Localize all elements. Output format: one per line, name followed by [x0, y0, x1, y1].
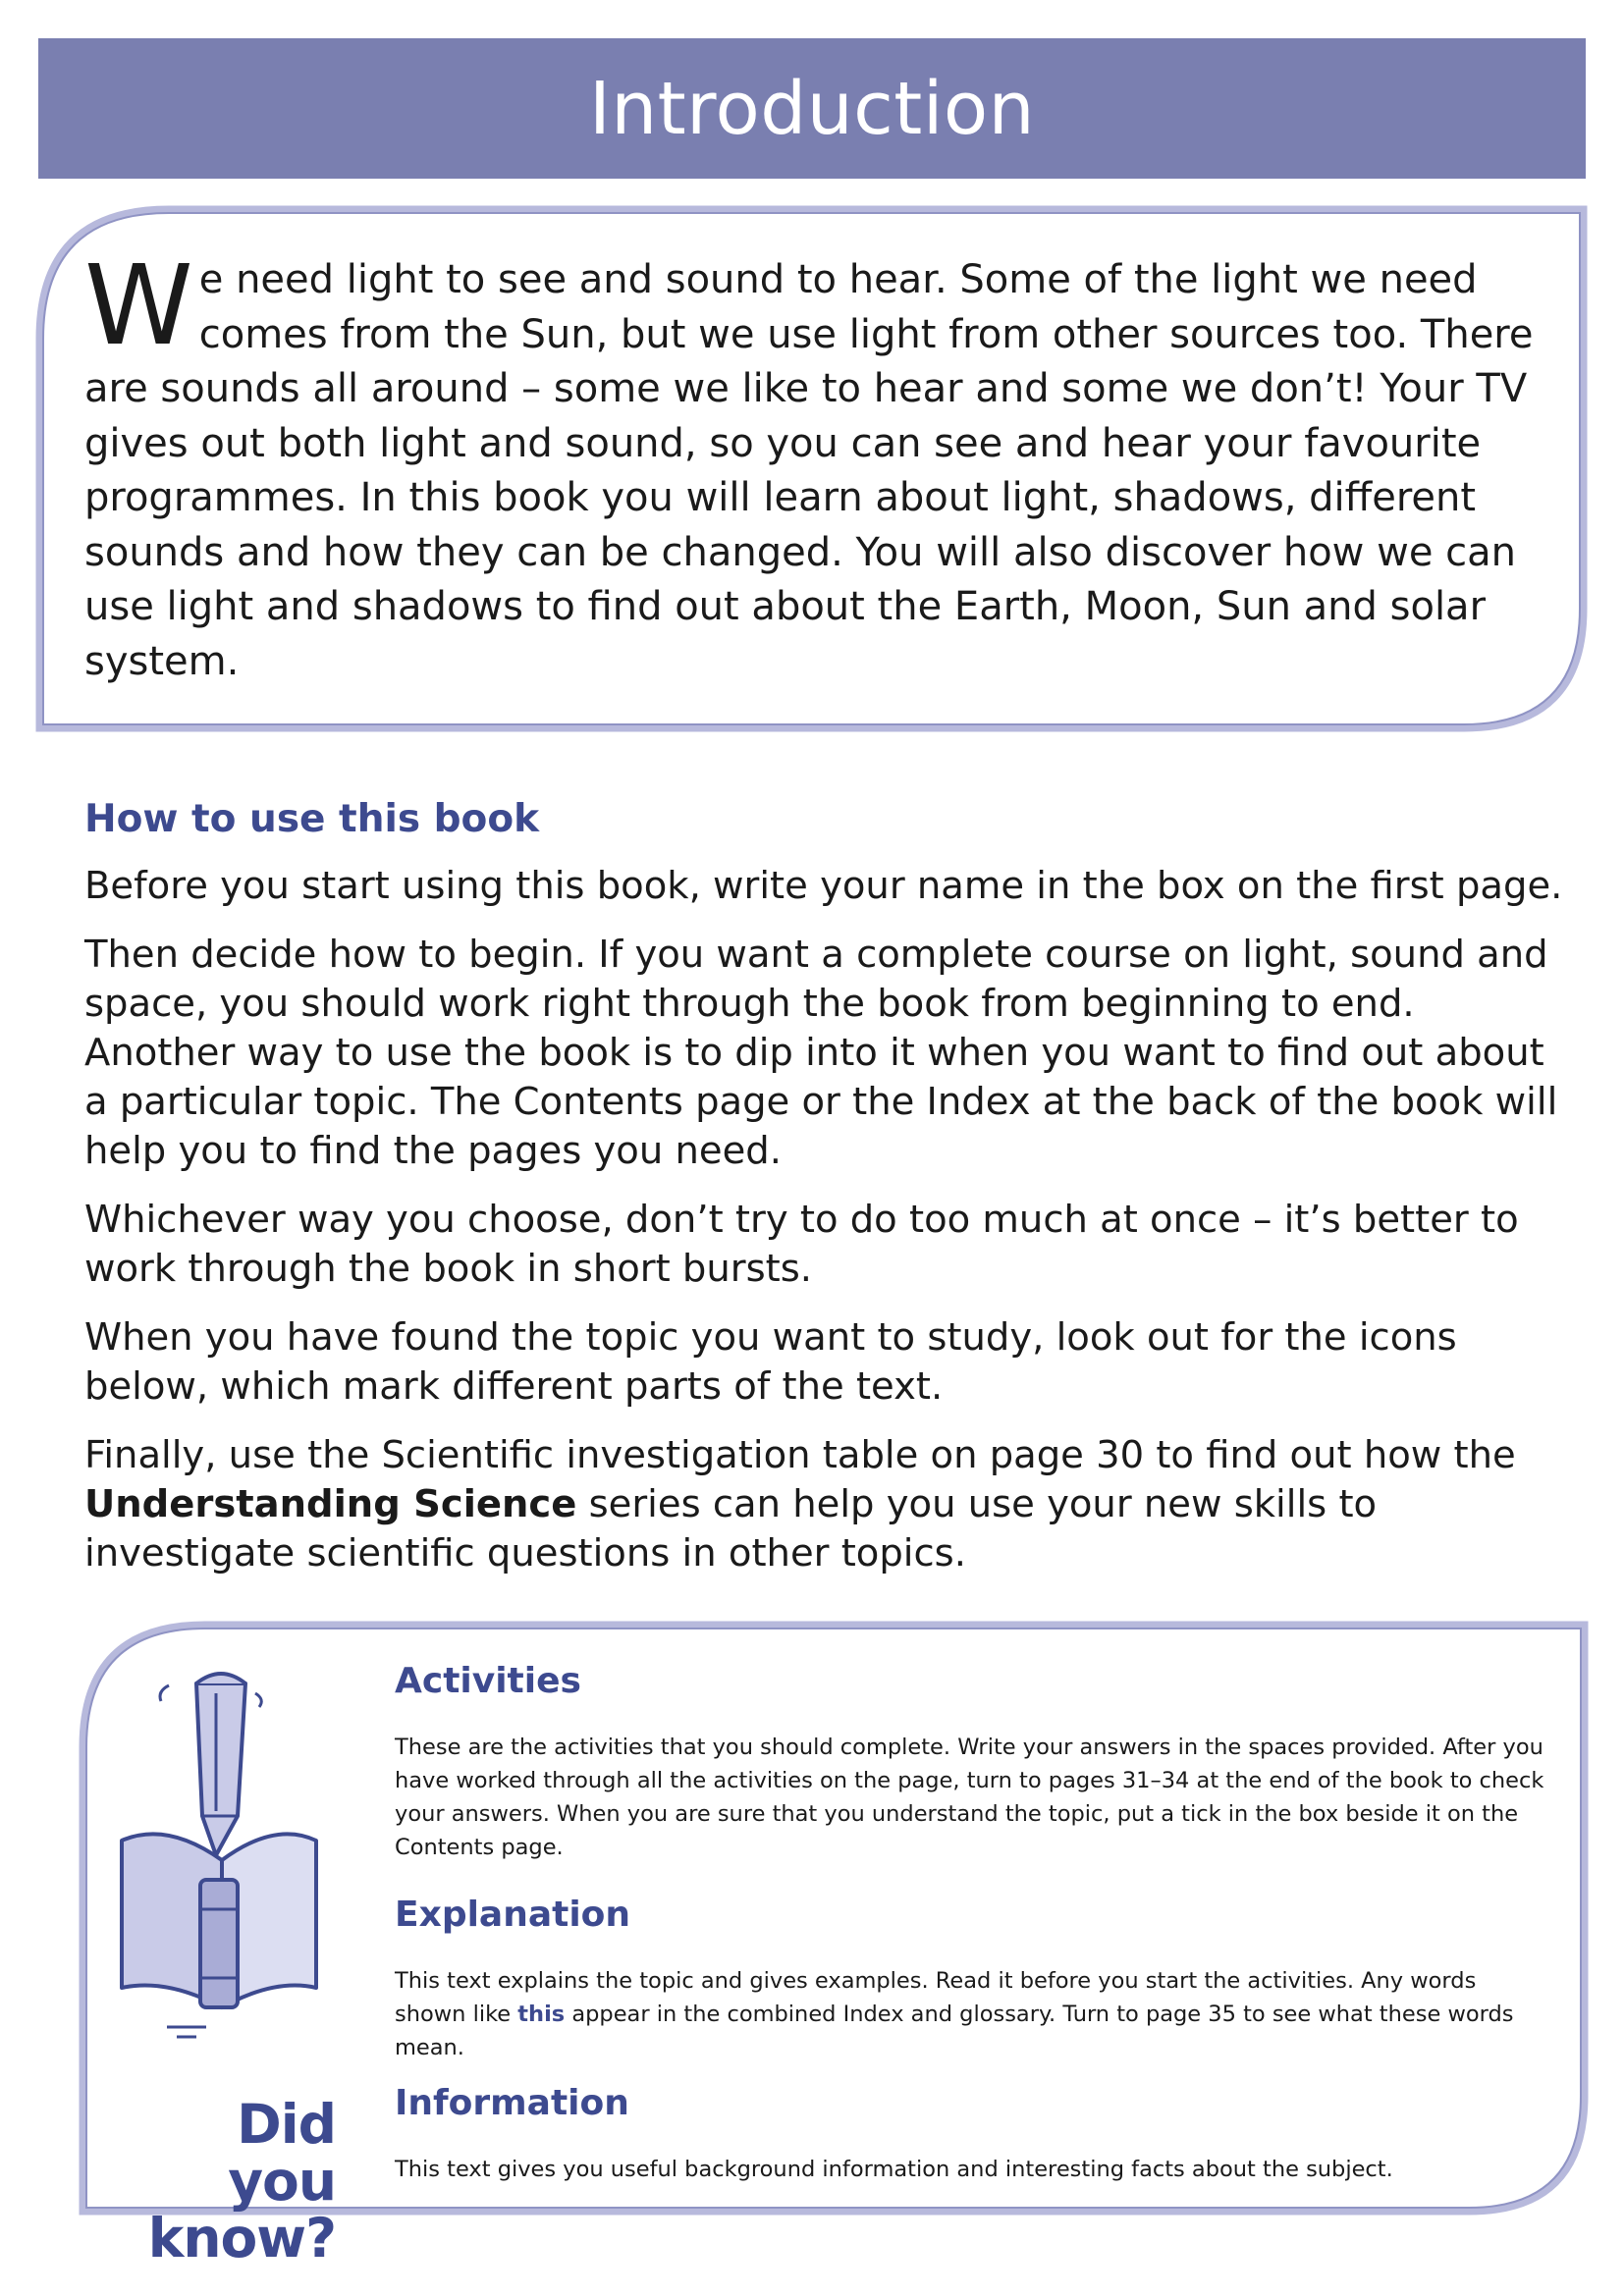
paragraph-4: When you have found the topic you want to study, look out for the icons below, which mark different parts of the text. [84, 1315, 1457, 1409]
drop-cap: W [84, 242, 193, 370]
intro-paragraph [84, 242, 1557, 689]
information-section [395, 2083, 1553, 2186]
how-to-use-heading: How to use this book [84, 797, 540, 841]
information-text: This text gives you useful background information and interesting facts about the subject. [395, 2157, 1393, 2182]
glossary-example-word: this [517, 2002, 566, 2027]
key-icons [108, 1654, 363, 2066]
page-title: Introduction [588, 66, 1036, 151]
paragraph-5 [84, 1431, 1577, 1578]
paragraph-3: Whichever way you choose, don’t try to do too much at once – it’s better to work through the book in short bursts. [84, 1198, 1519, 1291]
explanation-heading: Explanation [395, 1895, 631, 1935]
paragraph-1: Before you start using this book, write your name in the box on the first page. [84, 864, 1563, 908]
open-book-icon [122, 1834, 316, 2037]
series-name: Understanding Science [84, 1482, 577, 1526]
paragraph-5-start: Finally, use the Scientific investigation table on page 30 to find out how the [84, 1433, 1516, 1477]
activities-section [395, 1661, 1553, 1864]
activities-heading: Activities [395, 1661, 581, 1701]
explanation-text [395, 1964, 1553, 2064]
explanation-text-start: This text explains the topic and gives examples. Read it before you start the activities. Any words shown like [395, 1968, 1477, 2027]
activities-text: These are the activities that you should complete. Write your answers in the spaces provided. After you have worked through all the activities on the page, turn to pages 31–34 at the end of the book to check your answers. When you are sure that you understand the topic, put a tick in the box beside it on the Contents page. [395, 1735, 1544, 1860]
paragraph-5-end: series can help you use your new skills to investigate scientific questions in other topics. [84, 1482, 1378, 1575]
explanation-section [395, 1895, 1553, 2064]
information-heading: Information [395, 2083, 629, 2123]
did-you-know-line-1: Did you [228, 2093, 336, 2213]
did-you-know-icon [120, 2093, 336, 2269]
explanation-text-end: appear in the combined Index and glossary. Turn to page 35 to see what these words mean. [395, 2002, 1514, 2060]
how-to-use-body [84, 862, 1577, 1598]
paragraph-2: Then decide how to begin. If you want a complete course on light, sound and space, you should work right through the book from beginning to end. Another way to use the book is to dip into it when you want to find out about a particular topic. The Contents page or the Index at the back of the book will help you to find the pages you need. [84, 933, 1558, 1173]
did-you-know-line-2: know? [147, 2207, 336, 2269]
intro-text: e need light to see and sound to hear. Some of the light we need comes from the Sun, but we use light from other sources too. There are sounds all around – some we like to hear and some we don’t! Your TV gives out both light and sound, so you can see and hear your favourite programmes. In this book you will learn about light, shadows, different sounds and how they can be changed. You will also discover how we can use light and shadows to find out about the Earth, Moon, Sun and solar system. [84, 257, 1534, 684]
title-banner [38, 38, 1586, 179]
